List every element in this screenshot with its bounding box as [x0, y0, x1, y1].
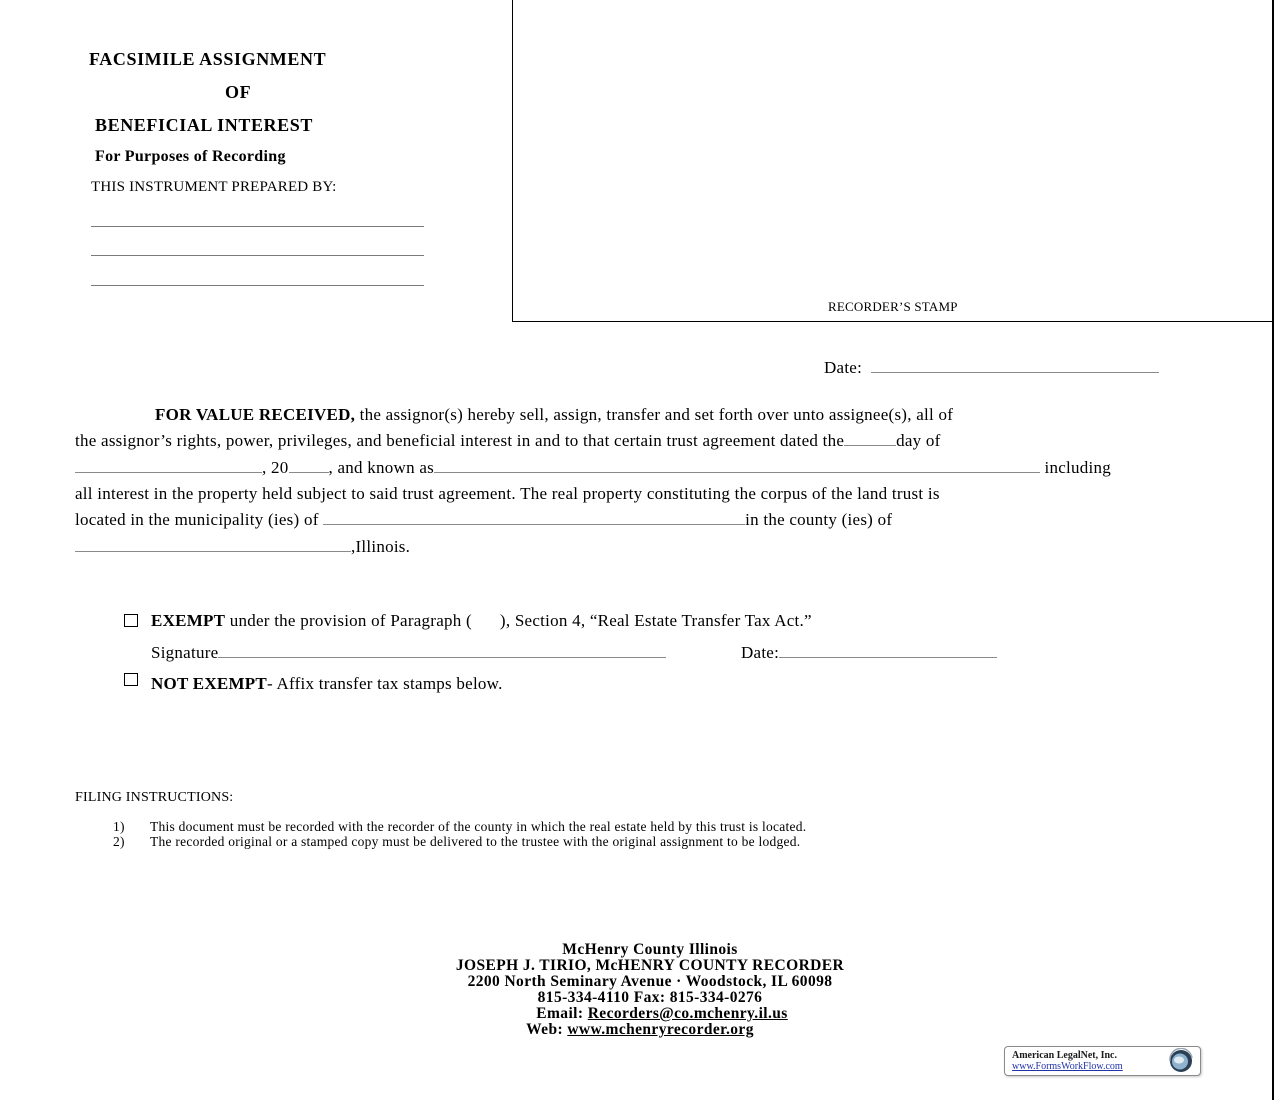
footer-web-row: [290, 1022, 990, 1038]
date-label: Date:: [824, 358, 863, 377]
known-as-input[interactable]: [434, 458, 1040, 473]
exempt-checkbox[interactable]: [124, 614, 138, 627]
body-line-2-text: the assignor’s rights, power, privileges, and beneficial interest in and to that certain trust agreement dated the: [75, 431, 845, 450]
body-line-4: all interest in the property held subject to said trust agreement. The real property constituting the corpus of the land trust is: [75, 484, 940, 503]
exempt-text-pre: under the provision of Paragraph (: [225, 611, 472, 630]
county-label: in the county (ies) of: [745, 510, 893, 529]
exempt-row: [151, 611, 812, 631]
illinois-label: ,Illinois.: [351, 537, 411, 556]
prepared-by-line-3[interactable]: [91, 285, 424, 286]
date-field-row: [824, 358, 1159, 378]
filing-item-num: 1): [113, 819, 125, 834]
body-line-2: [75, 431, 941, 451]
body-line-1-text: the assignor(s) hereby sell, assign, transfer and set forth over unto assignee(s), all of: [355, 405, 954, 424]
filing-item-num: 2): [113, 834, 125, 849]
form-title-line1: FACSIMILE ASSIGNMENT: [89, 49, 327, 69]
prepared-by-line-1[interactable]: [91, 226, 424, 227]
footer-recorder: JOSEPH J. TIRIO, McHENRY COUNTY RECORDER: [455, 957, 845, 974]
form-subtitle: For Purposes of Recording: [95, 148, 286, 165]
municipality-label: located in the municipality (ies) of: [75, 510, 324, 529]
legalnet-url[interactable]: www.FormsWorkFlow.com: [1012, 1061, 1123, 1072]
not-exempt-label: NOT EXEMPT: [151, 674, 268, 693]
not-exempt-checkbox[interactable]: [124, 673, 138, 686]
body-line-3: [75, 458, 1111, 478]
signature-input[interactable]: [218, 643, 666, 658]
prepared-by-line-2[interactable]: [91, 255, 424, 256]
including-label: including: [1039, 458, 1111, 477]
form-title-line3: BENEFICIAL INTEREST: [95, 115, 313, 135]
footer-address: 2200 North Seminary Avenue · Woodstock, IL 60098: [467, 973, 833, 990]
exempt-date-input[interactable]: [779, 643, 997, 658]
filing-item-text: The recorded original or a stamped copy must be delivered to the trustee with the original assignment to be lodged.: [150, 834, 801, 849]
recorder-stamp-box: [512, 0, 1274, 322]
filing-instructions-heading: FILING INSTRUCTIONS:: [75, 790, 234, 805]
web-label: Web:: [526, 1021, 568, 1038]
web-link[interactable]: www.mchenryrecorder.org: [567, 1021, 754, 1038]
day-input[interactable]: [844, 431, 896, 446]
body-line-6: [75, 537, 410, 557]
filing-item-text: This document must be recorded with the recorder of the county in which the real estate held by this trust is located.: [150, 819, 807, 834]
email-label: Email:: [536, 1005, 588, 1022]
email-link[interactable]: Recorders@co.mchenry.il.us: [587, 1005, 788, 1022]
page-edge-border: [1272, 0, 1274, 1100]
signature-label: Signature: [151, 643, 219, 662]
not-exempt-text: - Affix transfer tax stamps below.: [267, 674, 503, 693]
legalnet-badge[interactable]: [1004, 1046, 1201, 1076]
exempt-text-post: ), Section 4, “Real Estate Transfer Tax Act.”: [499, 611, 812, 630]
municipality-input[interactable]: [323, 510, 745, 525]
recorder-stamp-label: RECORDER’S STAMP: [828, 299, 958, 314]
year-input[interactable]: [289, 458, 329, 473]
footer-phones: 815-334-4110 Fax: 815-334-0276: [537, 989, 763, 1006]
body-line-1: [155, 405, 953, 425]
footer-email-row: [312, 1006, 1012, 1022]
for-value-received: FOR VALUE RECEIVED,: [155, 405, 356, 424]
exempt-label: EXEMPT: [151, 611, 226, 630]
date-input[interactable]: [871, 358, 1159, 373]
county-input[interactable]: [75, 537, 351, 552]
legalnet-company: American LegalNet, Inc.: [1012, 1050, 1117, 1061]
exempt-date-label: Date:: [741, 643, 780, 662]
year-prefix: , 20: [262, 458, 289, 477]
signature-row: [151, 643, 666, 663]
not-exempt-row: [151, 674, 503, 694]
month-input[interactable]: [75, 458, 262, 473]
footer-county: McHenry County Illinois: [562, 941, 738, 958]
exempt-date-row: [741, 643, 997, 663]
body-line-5: [75, 510, 892, 530]
body-line-2-day-of: day of: [896, 431, 941, 450]
form-title-line2: OF: [225, 82, 252, 102]
known-as-label: , and known as: [328, 458, 434, 477]
globe-logo-icon: [1163, 1048, 1197, 1074]
prepared-by-label: THIS INSTRUMENT PREPARED BY:: [91, 179, 337, 195]
